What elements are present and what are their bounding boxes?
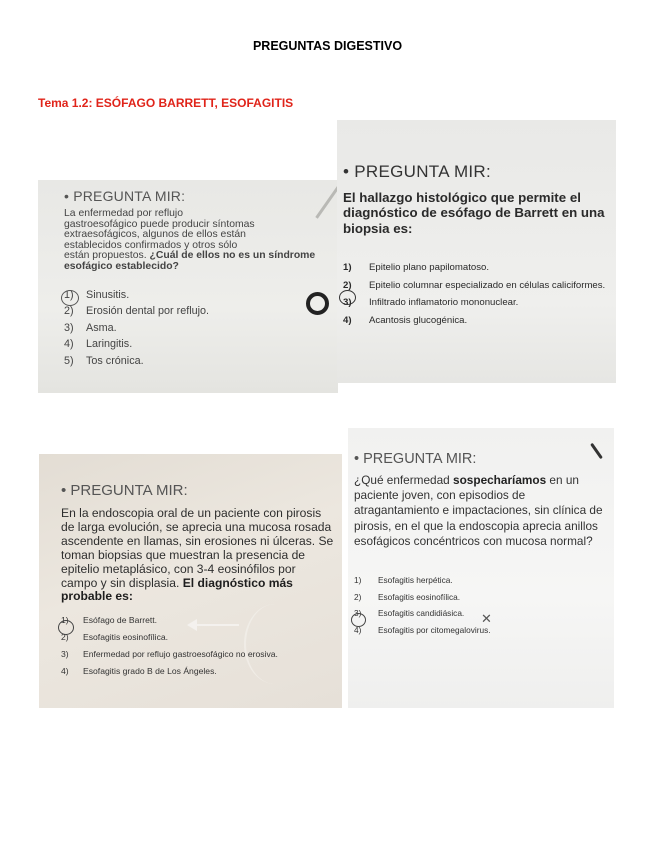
question-line-text: están propuestos.	[64, 250, 147, 262]
option-text: Asma.	[86, 321, 117, 334]
question-heading: • PREGUNTA MIR:	[343, 162, 492, 181]
question-bold: sospecharíamos	[453, 473, 547, 487]
question-heading: • PREGUNTA MIR:	[354, 451, 477, 467]
option-item	[64, 338, 326, 355]
option-text: Esofagitis eosinofílica.	[378, 591, 461, 602]
question-line: establecidos confirmados y otros sólo	[64, 239, 238, 251]
option-text: Esófago de Barrett.	[83, 614, 158, 625]
option-number: 2)	[354, 591, 362, 602]
option-number: 1)	[61, 614, 69, 625]
answer-circle-mark	[58, 620, 74, 635]
option-text: Laringitis.	[86, 338, 133, 351]
option-text: Epitelio plano papilomatoso.	[369, 262, 490, 274]
option-item	[64, 305, 326, 322]
option-text: Esofagitis eosinofílica.	[83, 631, 169, 642]
option-number: 4)	[354, 624, 362, 635]
option-number: 3)	[61, 648, 69, 659]
option-number: 3)	[343, 297, 352, 309]
answer-circle-mark	[61, 290, 79, 306]
option-number: 3)	[354, 608, 362, 619]
question-text-a: ¿Qué enfermedad	[354, 473, 454, 487]
question-photo-1	[38, 180, 338, 393]
option-number: 4)	[343, 314, 352, 326]
answer-circle-mark	[351, 613, 366, 627]
option-number: 2)	[64, 305, 74, 318]
option-item	[343, 315, 606, 327]
option-item	[64, 355, 326, 372]
question-body: En la endoscopia oral de un paciente con pirosis de larga evolución, se aprecia una mucosa rosada ascendente en llamas, sin erosiones ni úlceras. Se toman biopsias que muestran la presencia de epitelio metaplásico, con 3-4 eosinófilos por campo y sin displasia.	[61, 506, 334, 590]
question-text	[61, 507, 334, 604]
question-line: gastroesofágico puede producir síntomas	[64, 218, 255, 230]
question-photo-4	[348, 428, 614, 708]
option-number: 1)	[343, 262, 352, 274]
option-text: Epitelio columnar especializado en células caliciformes.	[369, 279, 606, 291]
option-text: Sinusitis.	[86, 288, 130, 301]
option-text: Esofagitis grado B de Los Ángeles.	[83, 665, 217, 676]
arrow-left-icon	[189, 624, 239, 626]
option-item	[343, 262, 606, 274]
options-list	[343, 262, 606, 326]
question-heading: • PREGUNTA MIR:	[64, 188, 186, 204]
option-text: Infiltrado inflamatorio mononuclear.	[369, 297, 519, 309]
question-bold: ¿Cuál de ellos no es un síndrome esofágico establecido?	[64, 250, 316, 272]
option-text: Erosión dental por reflujo.	[86, 305, 210, 318]
options-list	[64, 289, 326, 372]
glare-reflection	[244, 604, 306, 684]
option-text: Esofagitis candidiásica.	[378, 608, 465, 619]
question-text: El hallazgo histológico que permite el diagnóstico de esófago de Barrett en una biopsia es:	[343, 190, 605, 236]
question-photo-3	[39, 454, 342, 708]
option-item	[354, 589, 608, 606]
option-item	[343, 280, 606, 292]
cross-mark-icon: ✕	[481, 611, 492, 626]
question-photo-2	[337, 120, 616, 383]
option-number: 1)	[64, 288, 74, 301]
option-number: 3)	[64, 321, 74, 334]
option-text: Esofagitis herpética.	[378, 575, 453, 586]
question-line	[64, 251, 326, 272]
question-text	[354, 473, 608, 549]
question-text-b: en un paciente joven, con episodios de atragantamiento e impactaciones, sin clínica de pirosis, en el que la endoscopia aprecia anillos esofágicos concéntricos con mucosa normal?	[354, 473, 603, 548]
question-line: La enfermedad por reflujo	[64, 208, 183, 219]
question-bold: El diagnóstico más probable es:	[61, 575, 293, 604]
question-text	[64, 209, 326, 273]
option-text: Esofagitis por citomegalovirus.	[378, 624, 491, 635]
option-item	[64, 289, 326, 306]
option-number: 2)	[61, 631, 69, 642]
question-line: extraesofágicos, algunos de ellos están	[64, 229, 246, 241]
option-text: Enfermedad por reflujo gastroesofágico no erosiva.	[83, 648, 278, 659]
option-number: 5)	[64, 354, 74, 367]
options-list	[354, 572, 608, 638]
option-item	[343, 297, 606, 309]
question-heading: • PREGUNTA MIR:	[61, 482, 188, 499]
option-number: 4)	[61, 665, 69, 676]
option-number: 1)	[354, 575, 362, 586]
option-item	[64, 322, 326, 339]
document-title: PREGUNTAS DIGESTIVO	[252, 39, 403, 53]
ring-icon	[306, 292, 329, 315]
option-text: Acantosis glucogénica.	[369, 314, 468, 326]
option-item	[354, 572, 608, 589]
topic-heading: Tema 1.2: ESÓFAGO BARRETT, ESOFAGITIS	[38, 96, 294, 110]
answer-circle-mark	[339, 290, 356, 305]
option-text: Tos crónica.	[86, 354, 144, 367]
option-number: 2)	[343, 279, 352, 291]
option-number: 4)	[64, 338, 74, 351]
